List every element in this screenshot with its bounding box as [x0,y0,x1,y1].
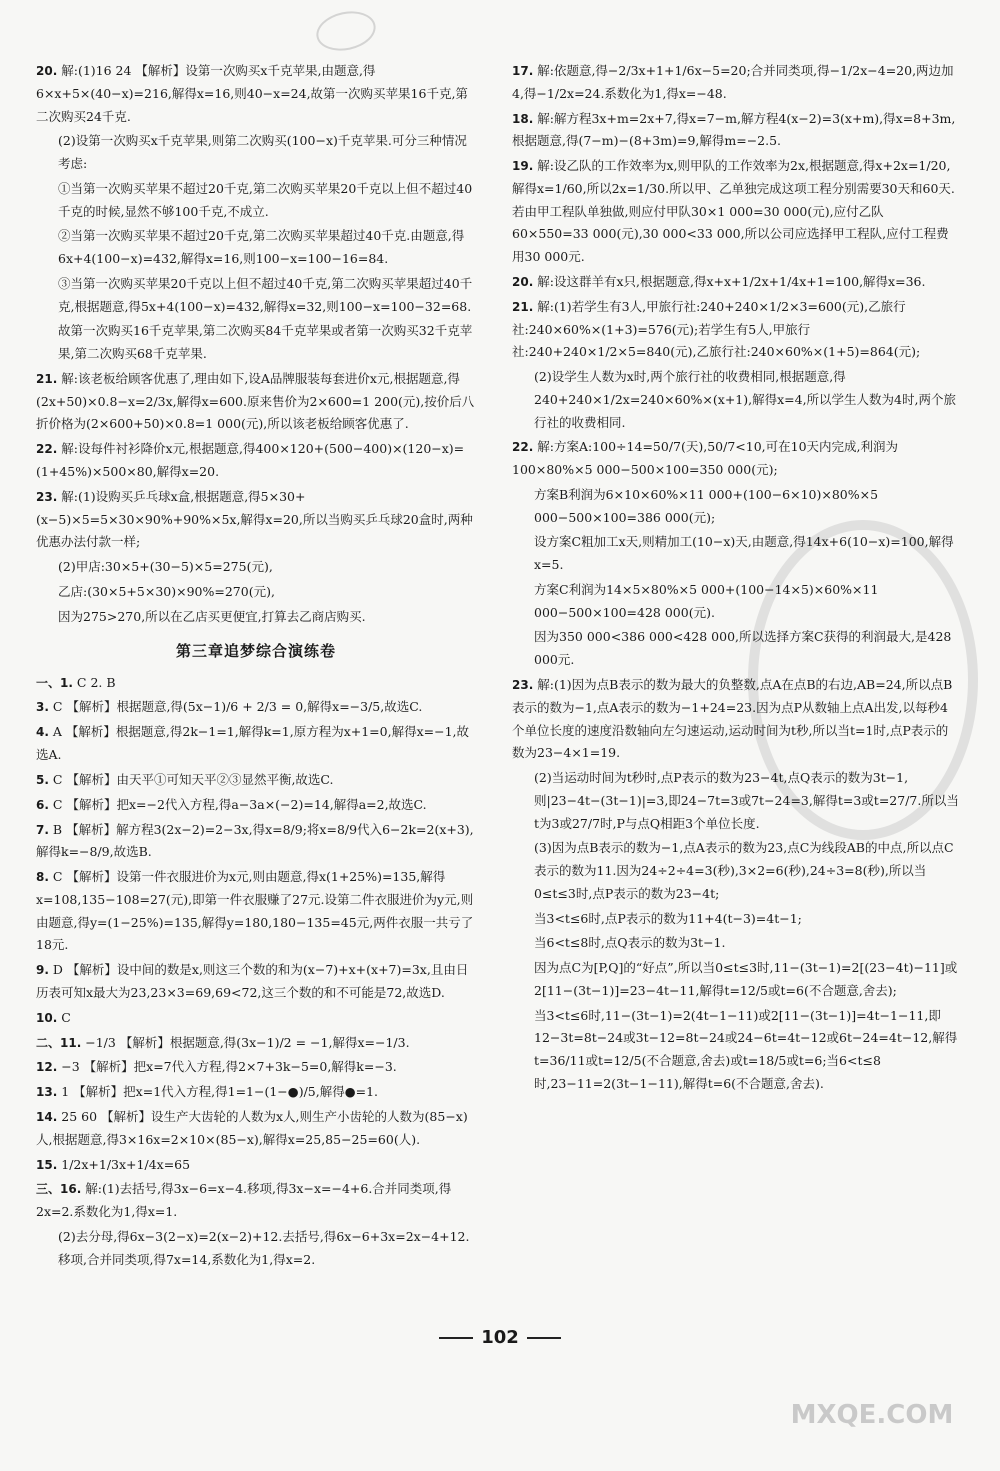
answer-text: 解:(1)设购买乒乓球x盒,根据题意,得5×30+(x−5)×5=5×30×90%+90%×5x,解得x=20,所以当购买乒乓球20盒时,两种优惠办法付款一样; [36,488,473,550]
answer-item [36,368,476,436]
answer-text: D 【解析】设中间的数是x,则这三个数的和为(x−7)+x+(x+7)=3x,且由日历表可知x最大为23,23×3=69,69<72,这三个数的和不可能是72,故选D. [36,962,469,1000]
answer-item [36,696,476,719]
answer-item [512,626,960,672]
answer-item [512,366,960,434]
answer-number: 23. [512,677,534,692]
answer-text: 解:该老板给顾客优惠了,理由如下,设A品牌服装每套进价x元,根据题意,得(2x+50)×0.8−x=2/3x,解得x=600.原来售价为2×600=1 200(元),按价后八折价格为(2×600+50)×0.8=1 000(元),所以该老板给顾客优惠了. [36,370,475,432]
answer-number: 8. [36,870,49,885]
answer-number: 12. [36,1060,58,1075]
answers-block-1 [36,60,476,628]
answer-text: 解:方案A:100÷14=50/7(天),50/7<10,可在10天内完成,利润为100×80%×5 000−500×100=350 000(元); [512,439,899,478]
left-column [36,60,476,1274]
answer-text: 解:设乙队的工作效率为x,则甲队的工作效率为2x,根据题意,得x+2x=1/20,解得x=1/60,所以2x=1/30.所以甲、乙单独完成这项工程分别需要30天和60天.若由甲工程队单独做,则应付甲队30×1 000=30 000(元),应付乙队60×550=33 000(元),30 000<33 000,所以公司应选择甲工程队,应付工程费用30 000元. [512,158,955,265]
answer-text: 解:设每件衬衫降价x元,根据题意,得400×120+(500−400)×(120−x)=(1+45%)×500×80,解得x=20. [36,441,465,479]
answer-text: 故第一次购买16千克苹果,第二次购买84千克苹果或者第一次购买32千克苹果,第二次购买68千克苹果. [58,323,473,362]
answer-item [512,155,960,269]
answer-number: 17. [512,64,534,78]
answer-number: 14. [36,1110,58,1125]
right-column [512,60,960,1098]
answer-text: (2)当运动时间为t秒时,点P表示的数为23−4t,点Q表示的数为3t−1,则|23−4t−(3t−1)|=3,即24−7t=3或7t−24=3,解得t=3或t=27/7.所以当t为3或27/7时,P与点Q相距3个单位长度. [534,770,959,831]
answer-number: 3. [36,700,49,715]
answer-number: 5. [36,772,49,787]
answer-item [36,769,476,792]
answer-text: 当3<t≤6时,11−(3t−1)=2(4t−1−11)或2[11−(3t−1)]=4t−1−11,即12−3t=8t−24或3t−12=8t−24或24−6t=4t−12或6t−24=4t−12,解得t=36/11或t=12/5(不合题意,舍去)或t=18/5或t=6;当6<t≤8时,23−11=2(3t−1−11),解得t=6(不合题意,舍去). [534,1007,958,1091]
answer-item [36,273,476,319]
answer-text: ①当第一次购买苹果不超过20千克,第二次购买苹果20千克以上但不超过40千克的时候,显然不够100千克,不成立. [58,180,473,219]
answer-text: 解:设这群羊有x只,根据题意,得x+x+1/2x+1/4x+1=100,解得x=36. [537,273,926,289]
answer-text: 因为275>270,所以在乙店买更便宜,打算去乙商店购买. [58,608,366,624]
answer-number: 21. [512,299,534,314]
answer-text: C 【解析】设第一件衣服进价为x元,则由题意,得x(1+25%)=135,解得x=108,135−108=27(元),即第一件衣服赚了27元.设第二件衣服进价为y元,则由题意,得y=(1−25%)=135,解得y=180,180−135=45元,两件衣服一共亏了18元. [36,869,474,953]
answer-item [36,1081,476,1104]
answer-text: 解:解方程3x+m=2x+7,得x=7−m,解方程4(x−2)=3(x+m),得x=8+3m,根据题意,得(7−m)−(8+3m)=9,解得m=−2.5. [512,110,956,149]
answer-item [36,130,476,176]
answer-text: ②当第一次购买苹果不超过20千克,第二次购买苹果超过40千克.由题意,得6x+4(100−x)=432,解得x=16,则100−x=100−16=84. [58,228,465,267]
answer-item [36,1226,476,1272]
answer-text: (2)设学生人数为x时,两个旅行社的收费相同,根据题意,得240+240×1/2x=240×60%×(x+1),解得x=4,所以学生人数为4时,两个旅行社的收费相同. [534,369,956,430]
answer-number: 4. [36,725,49,740]
answer-number: 19. [512,159,534,174]
answer-item [512,767,960,835]
answer-text: 解:(1)因为点B表示的数为最大的负整数,点A在点B的右边,AB=24,所以点B表示的数为−1,点A表示的数为−1+24=23.因为点P从数轴上点A出发,以每秒4个单位长度的速度沿数轴向左匀速运动,运动时间为t秒,所以当t=1时,点P表示的数为23−4×1=19. [512,676,953,761]
answer-text: 1 【解析】把x=1代入方程,得1=1−(1−●)/5,解得●=1. [61,1084,379,1100]
answer-text: (2)去分母,得6x−3(2−x)=2(x−2)+12.去括号,得6x−6+3x=2x−4+12.移项,合并同类项,得7x=14,系数化为1,得x=2. [58,1229,470,1267]
answer-item [36,1106,476,1152]
answer-number: 9. [36,963,49,978]
answer-item [36,794,476,817]
answer-text: 解:(1)16 24 【解析】设第一次购买x千克苹果,由题意,得6×x+5×(40−x)=216,解得x=16,则40−x=24,故第一次购买苹果16千克,第二次购买24千克. [36,63,468,124]
answer-text: 解:依题意,得−2/3x+1+1/6x−5=20;合并同类项,得−1/2x−4=20,两边加4,得−1/2x=24.系数化为1,得x=−48. [512,63,954,101]
answer-item [36,1032,476,1055]
answer-text: −3 【解析】把x=7代入方程,得2×7+3k−5=0,解得k=−3. [61,1059,397,1075]
page-number-dash [527,1337,561,1339]
answer-text: 因为点C为[P,Q]的“好点”,所以当0≤t≤3时,11−(3t−1)=2[(23−4t)−11]或2[11−(3t−1)]=23−4t−11,解得t=12/5或t=6(不合题意,舍去); [534,960,958,998]
answer-item [512,908,960,931]
answer-item [36,486,476,554]
answer-item [512,1005,960,1096]
answer-item [512,60,960,106]
answer-item [36,178,476,224]
answer-text: C 2. B [76,674,116,690]
page-number-text: 102 [481,1327,519,1348]
answer-item [36,959,476,1005]
answer-item [36,672,476,695]
answer-text: 当6<t≤8时,点Q表示的数为3t−1. [534,935,726,951]
answer-text: C 【解析】根据题意,得(5x−1)/6 + 2/3 = 0,解得x=−3/5,故选C. [52,699,423,715]
answer-text: 解:(1)去括号,得3x−6=x−4.移项,得3x−x=−4+6.合并同类项,得2x=2.系数化为1,得x=1. [36,1181,452,1220]
answer-item [512,531,960,577]
answer-item [512,484,960,530]
answer-text: C 【解析】由天平①可知天平②③显然平衡,故选C. [52,771,334,787]
answer-text: 1/2x+1/3x+1/4x=65 [61,1156,191,1172]
answer-number: 7. [36,822,49,837]
page-number-dash [439,1337,473,1339]
answer-text: −1/3 【解析】根据题意,得(3x−1)/2 = −1,解得x=−1/3. [85,1034,410,1050]
answer-item [36,556,476,579]
answer-item [36,320,476,366]
answer-text: (2)甲店:30×5+(30−5)×5=275(元), [58,559,273,575]
answer-text: (3)因为点B表示的数为−1,点A表示的数为23,点C为线段AB的中点,所以点C表示的数为11.因为24÷2÷4=3(秒),3×2=6(秒),24÷3=8(秒),所以当0≤t≤3时,点P表示的数为23−4t; [534,840,954,901]
answer-text: C 【解析】把x=−2代入方程,得a−3a×(−2)=14,解得a=2,故选C. [52,796,427,812]
answer-number: 15. [36,1157,58,1172]
answer-item [512,436,960,482]
answer-number: 三、16. [36,1182,82,1197]
answer-item [36,606,476,629]
section-title: 第三章追梦综合演练卷 [175,642,336,661]
answer-number: 6. [36,797,49,812]
answers-block-2 [36,672,476,1272]
answer-text: A 【解析】根据题意,得2k−1=1,解得k=1,原方程为x+1=0,解得x=−1,故选A. [36,724,470,763]
answer-item [512,674,960,765]
answer-text: 方案C利润为14×5×80%×5 000+(100−14×5)×60%×11 000−500×100=428 000(元). [534,581,879,620]
answer-number: 23. [36,489,58,504]
answer-item [512,837,960,905]
answer-item [36,1178,476,1224]
answer-item [512,957,960,1003]
answer-item [512,271,960,294]
answer-number: 21. [36,371,58,386]
answers-block-3 [512,60,960,1096]
answer-number: 22. [36,442,58,457]
answer-item [36,721,476,767]
answer-number: 二、11. [36,1035,82,1050]
answer-text: 25 60 【解析】设生产大齿轮的人数为x人,则生产小齿轮的人数为(85−x)人,根据题意,得3×16x=2×10×(85−x),解得x=25,85−25=60(人). [36,1109,468,1147]
watermark-logo: MXQE.COM [790,1400,954,1430]
answer-text: C [61,1009,71,1025]
page-number [0,1322,1000,1355]
answer-number: 18. [512,111,534,126]
answer-item [36,1056,476,1079]
stamp-mark [313,6,380,56]
answer-number: 13. [36,1085,58,1100]
answer-number: 22. [512,440,534,455]
answer-number: 一、1. [36,675,73,690]
answer-text: 方案B利润为6×10×60%×11 000+(100−6×10)×80%×5 000−500×100=386 000(元); [534,486,879,525]
answer-number: 20. [36,64,58,78]
answer-text: 乙店:(30×5+5×30)×90%=270(元), [58,583,275,599]
answer-text: (2)设第一次购买x千克苹果,则第二次购买(100−x)千克苹果.可分三种情况考虑: [58,133,467,172]
answer-item [512,579,960,625]
answer-item [36,866,476,957]
answer-text: 解:(1)若学生有3人,甲旅行社:240+240×1/2×3=600(元),乙旅行社:240×60%×(1+3)=576(元);若学生有5人,甲旅行社:240+240×1/2×5=840(元),乙旅行社:240×60%×(1+5)=864(元); [512,298,921,360]
answer-item [36,438,476,484]
answer-item [36,60,476,128]
answer-item [512,296,960,364]
answer-text: 当3<t≤6时,点P表示的数为11+4(t−3)=4t−1; [534,910,802,926]
answer-text: ③当第一次购买苹果20千克以上但不超过40千克,第二次购买苹果超过40千克,根据题意,得5x+4(100−x)=432,解得x=32,则100−x=100−32=68. [58,275,473,314]
answer-item [36,819,476,865]
answer-item [36,225,476,271]
answer-text: 因为350 000<386 000<428 000,所以选择方案C获得的利润最大,是428 000元. [534,629,952,668]
answer-item [36,581,476,604]
answer-item [36,1154,476,1177]
answer-item [512,932,960,955]
answer-text: B 【解析】解方程3(2x−2)=2−3x,得x=8/9;将x=8/9代入6−2k=2(x+3),解得k=−8/9,故选B. [36,821,474,860]
answer-number: 10. [36,1010,58,1025]
answer-text: 设方案C粗加工x天,则精加工(10−x)天,由题意,得14x+6(10−x)=100,解得x=5. [534,534,954,573]
answer-item [512,108,960,154]
answer-item [36,1007,476,1030]
answer-number: 20. [512,274,534,289]
